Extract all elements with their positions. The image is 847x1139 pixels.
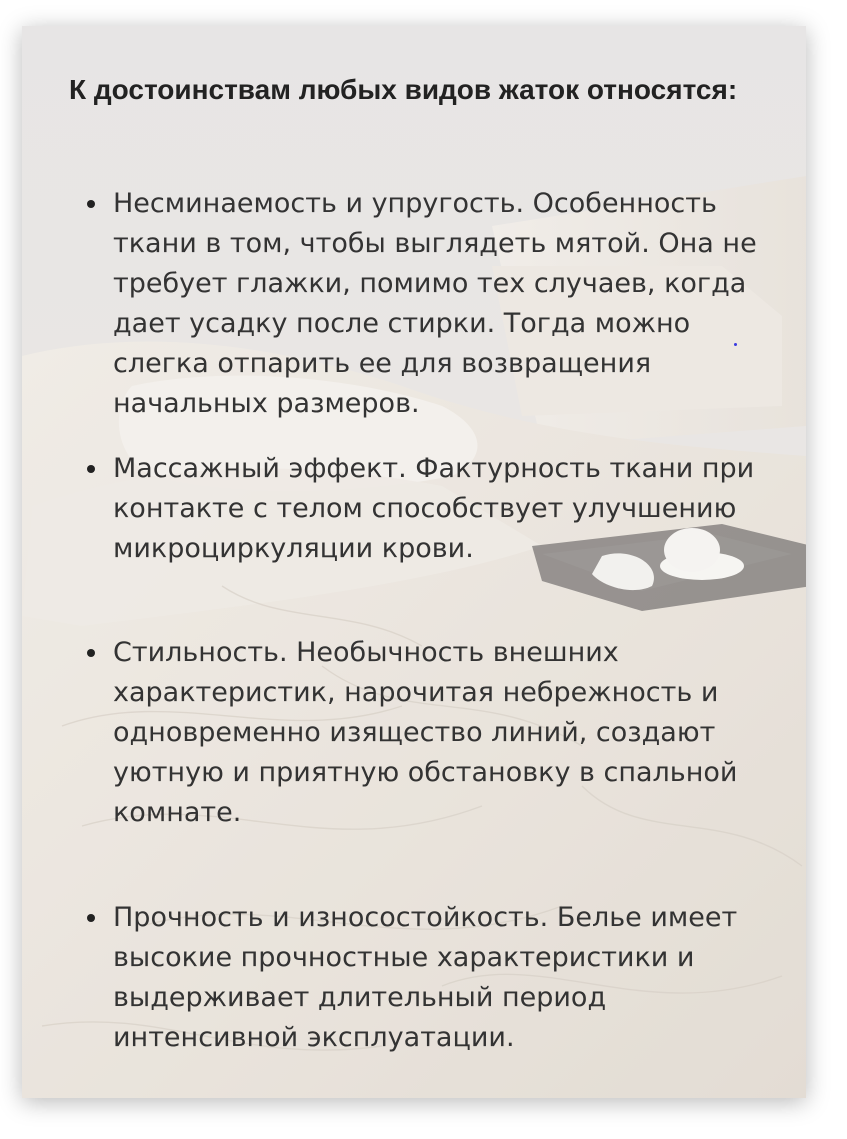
content-card — [22, 26, 806, 1098]
bullet-icon — [87, 465, 95, 473]
list-item-text: Прочность и износостойкость. Белье имеет высокие прочностные характеристики и выдерживает длительный период интенсивной эксплуатации. — [113, 902, 738, 1053]
list-item-text: Несминаемость и упругость. Особенность ткани в том, чтобы выглядеть мятой. Она не требует глажки, помимо тех случаев, когда дает усадку после стирки. Тогда можно слегка отпарить ее для возвращения начальных размеров. — [113, 188, 757, 419]
bullet-icon — [87, 914, 95, 922]
bullet-icon — [87, 649, 95, 657]
bullet-icon — [87, 200, 95, 208]
list-item-text: Массажный эффект. Фактурность ткани при контакте с телом способствует улучшению микроциркуляции крови. — [113, 453, 755, 564]
stray-mark — [734, 343, 737, 346]
list-item — [113, 184, 793, 424]
list-item — [113, 898, 793, 1058]
page-heading: К достоинствам любых видов жаток относятся: — [69, 74, 738, 105]
list-item — [113, 633, 793, 833]
list-item-text: Стильность. Необычность внешних характеристик, нарочитая небрежность и одновременно изящество линий, создают уютную и приятную обстановку в спальной комнате. — [113, 637, 738, 828]
list-item — [113, 449, 793, 569]
